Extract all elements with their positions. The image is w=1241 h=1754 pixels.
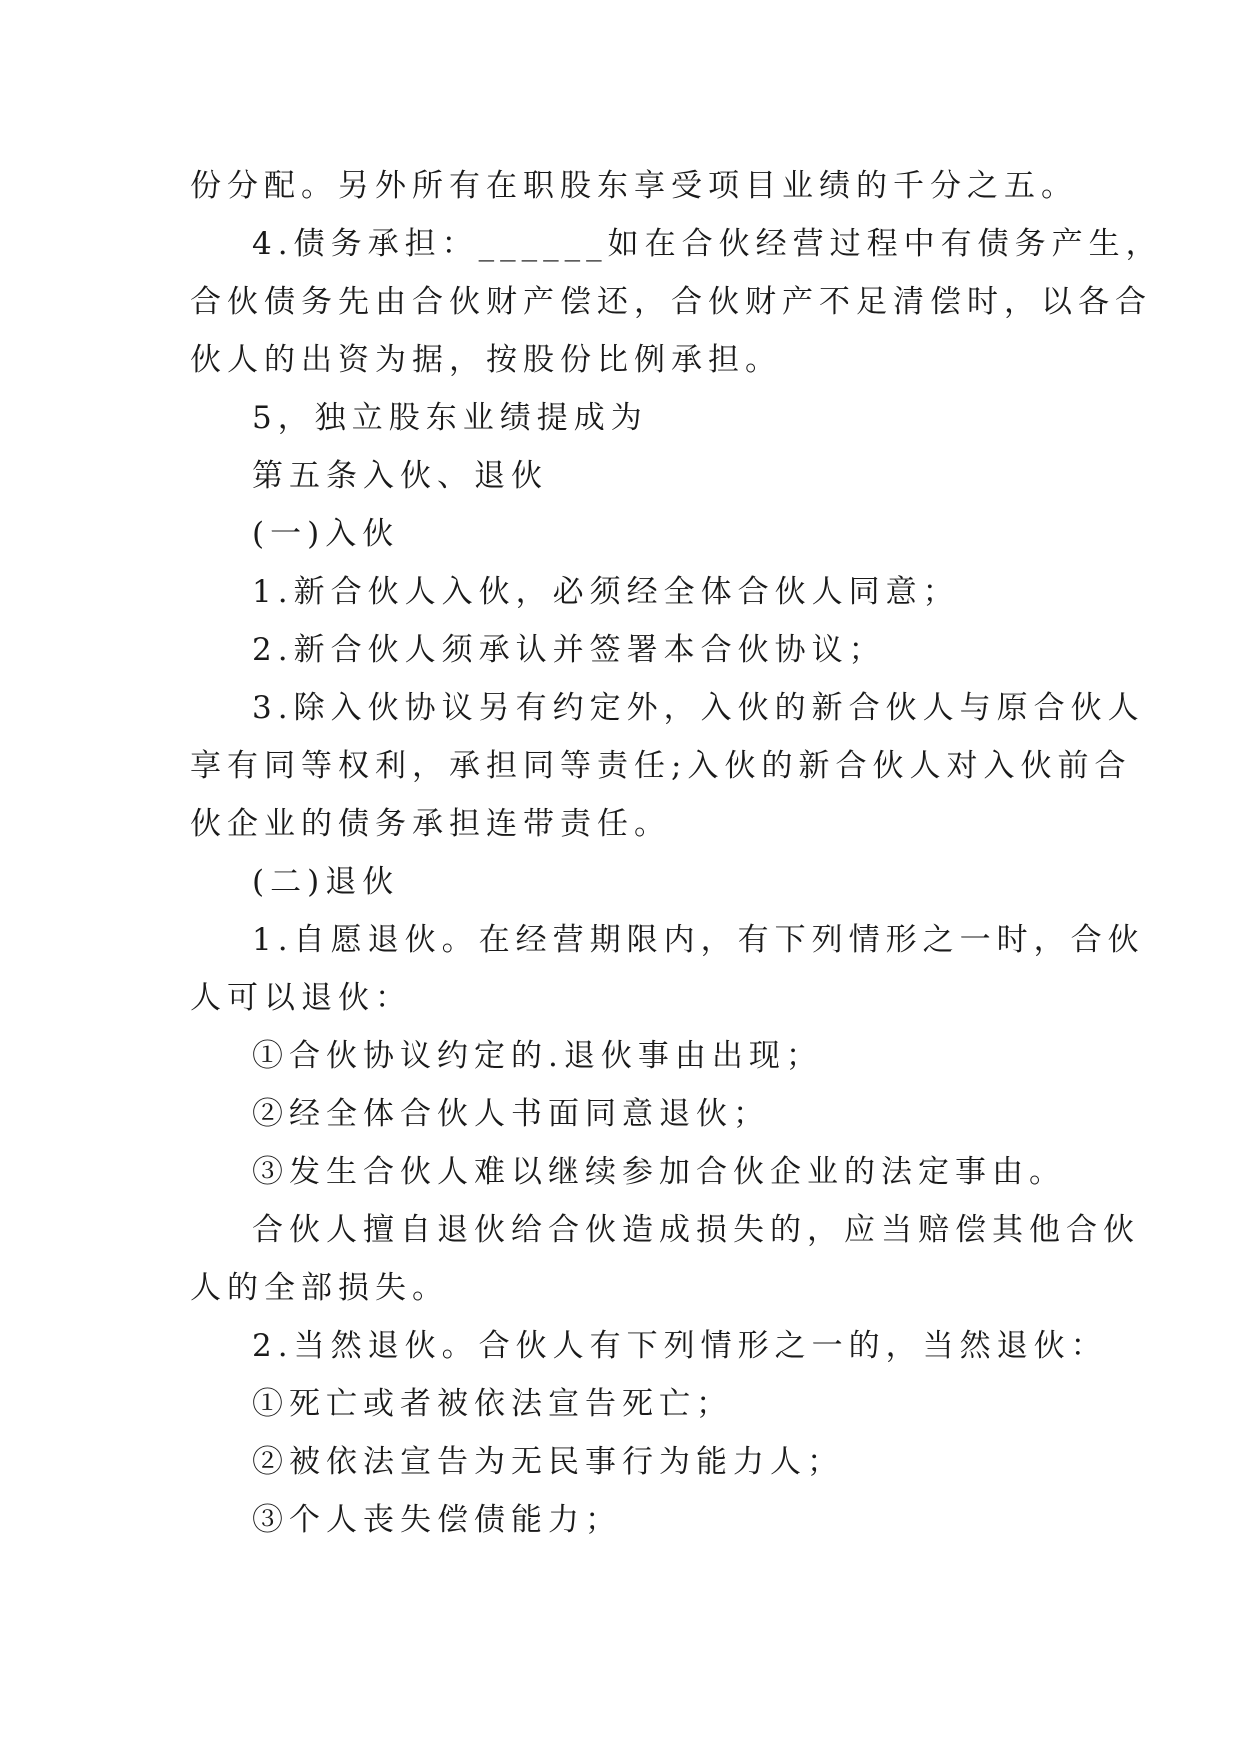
- text-line: 1.自愿退伙。在经营期限内，有下列情形之一时，合伙: [252, 922, 1145, 958]
- text-line: 份分配。另外所有在职股东享受项目业绩的千分之五。: [190, 168, 1078, 204]
- text-line: ②被依法宣告为无民事行为能力人；: [252, 1444, 844, 1480]
- text-line: 伙企业的债务承担连带责任。: [190, 806, 671, 842]
- text-line: 4.债务承担：______如在合伙经营过程中有债务产生，: [252, 226, 1163, 262]
- text-line: 3.除入伙协议另有约定外，入伙的新合伙人与原合伙人: [252, 690, 1145, 726]
- text-line: 合伙债务先由合伙财产偿还，合伙财产不足清偿时，以各合: [190, 284, 1152, 320]
- text-line: ③个人丧失偿债能力；: [252, 1502, 622, 1538]
- text-line: 人可以退伙：: [190, 980, 412, 1016]
- text-line: 合伙人擅自退伙给合伙造成损失的，应当赔偿其他合伙: [252, 1212, 1140, 1248]
- text-line: 2.新合伙人须承认并签署本合伙协议；: [252, 632, 886, 668]
- text-line: ①合伙协议约定的.退伙事由出现；: [252, 1038, 823, 1074]
- subsection-heading: (二)退伙: [252, 864, 400, 900]
- section-heading: 第五条入伙、退伙: [252, 458, 548, 494]
- text-line: ③发生合伙人难以继续参加合伙企业的法定事由。: [252, 1154, 1066, 1190]
- text-line: 1.新合伙人入伙，必须经全体合伙人同意；: [252, 574, 960, 610]
- text-line: 5，独立股东业绩提成为: [252, 400, 648, 436]
- text-line: 享有同等权利，承担同等责任;入伙的新合伙人对入伙前合: [190, 748, 1132, 784]
- text-line: ①死亡或者被依法宣告死亡；: [252, 1386, 733, 1422]
- text-line: 伙人的出资为据，按股份比例承担。: [190, 342, 782, 378]
- text-line: 人的全部损失。: [190, 1270, 449, 1306]
- subsection-heading: (一)入伙: [252, 516, 400, 552]
- text-line: ②经全体合伙人书面同意退伙；: [252, 1096, 770, 1132]
- text-line: 2.当然退伙。合伙人有下列情形之一的，当然退伙：: [252, 1328, 1108, 1364]
